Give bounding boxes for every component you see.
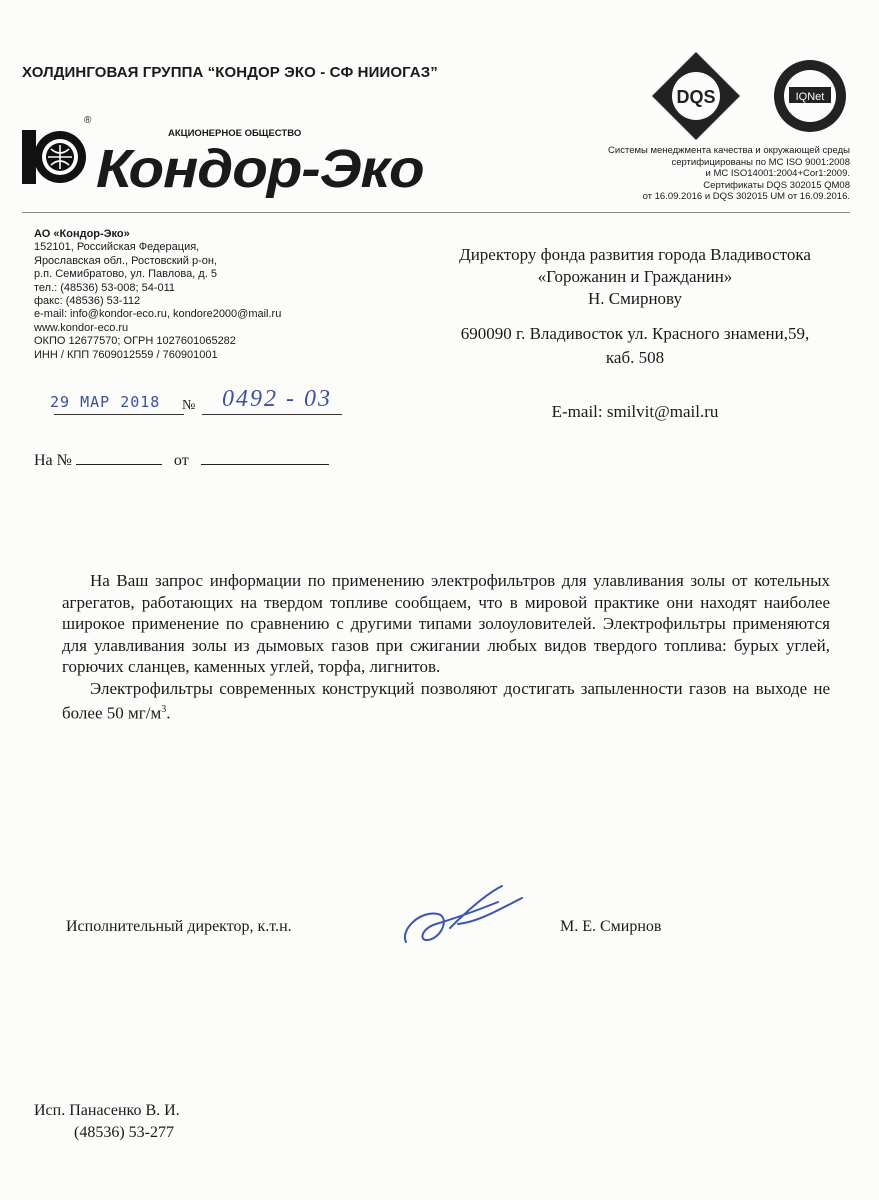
company-logo-icon xyxy=(22,120,86,192)
body-paragraph-end: . xyxy=(166,703,171,723)
sender-name: АО «Кондор-Эко» xyxy=(34,228,130,240)
reference-number-blank xyxy=(76,450,162,465)
sender-line: e-mail: info@kondor-eco.ru, kondore2000@mail.ru xyxy=(34,308,282,321)
recipient-block xyxy=(400,244,870,310)
handwritten-signature xyxy=(398,880,528,950)
sender-line: Ярославская обл., Ростовский р-он, xyxy=(34,254,218,267)
iqnet-logo-icon xyxy=(774,60,846,132)
sender-line: р.п. Семибратово, ул. Павлова, д. 5 xyxy=(34,268,217,281)
cert-line: от 16.09.2016 и DQS 302015 UM от 16.09.2016. xyxy=(642,191,850,202)
sender-line: ИНН / КПП 7609012559 / 760901001 xyxy=(34,348,218,361)
sender-line: тел.: (48536) 53-008; 54-011 xyxy=(34,281,176,294)
number-sign: № xyxy=(182,398,196,413)
executor-phone: (48536) 53-277 xyxy=(74,1124,174,1141)
executor-name: Исп. Панасенко В. И. xyxy=(34,1102,180,1119)
brand-name: Кондор-Эко xyxy=(96,139,424,199)
reference-date-blank xyxy=(201,450,329,465)
certification-logos xyxy=(650,50,850,140)
registration-number: 0492 - 03 xyxy=(222,386,332,412)
sender-line: факс: (48536) 53-112 xyxy=(34,295,141,308)
body-paragraph: На Ваш запрос информации по применению электрофильтров для улавливания золы от котельных агрегатов, работающих на твердом топливе сообщаем, что в мировой практике они находят наиболее широкое применение по сравнению с другими типами золоуловителей. Электрофильтры применяются для улавливания золы из дымовых газов при сжигании любых видов твердого топлива: бурых углей, горючих сланцев, каменных углей, торфа, лигнитов. xyxy=(62,571,830,676)
certification-text xyxy=(600,145,850,203)
dqs-logo-text: DQS xyxy=(676,87,716,107)
joint-stock-label: АКЦИОНЕРНОЕ ОБЩЕСТВО xyxy=(168,128,302,139)
address-line: каб. 508 xyxy=(605,348,665,367)
recipient-address xyxy=(400,322,870,370)
reference-from-label: от xyxy=(173,452,189,469)
reference-line xyxy=(34,450,329,470)
header-divider xyxy=(22,212,850,213)
letter-body xyxy=(62,570,830,724)
cert-line: и МС ISO14001:2004+Cor1:2009. xyxy=(705,168,850,179)
cert-line: Сертификаты DQS 302015 QM08 xyxy=(703,179,850,191)
signatory-name: М. Е. Смирнов xyxy=(560,918,662,935)
date-underline xyxy=(54,414,184,415)
recipient-email: E-mail: smilvit@mail.ru xyxy=(551,402,719,421)
registered-mark: ® xyxy=(84,115,92,126)
body-paragraph-text: Электрофильтры современных конструкций позволяют достигать запыленности газов на выходе не более 50 мг/м xyxy=(62,678,830,723)
cert-line: сертифицированы по МС ISO 9001:2008 xyxy=(671,156,850,168)
recipient-line: Н. Смирнову xyxy=(587,289,682,308)
body-paragraph xyxy=(62,678,830,725)
dqs-logo-icon xyxy=(652,52,740,140)
signatory-title: Исполнительный директор, к.т.н. xyxy=(66,918,292,935)
sender-block xyxy=(34,228,281,362)
holding-group-title: ХОЛДИНГОВАЯ ГРУППА “КОНДОР ЭКО - СФ НИИОГАЗ” xyxy=(22,64,438,81)
superscript: 3 xyxy=(161,704,167,715)
recipient-line: «Горожанин и Гражданин» xyxy=(537,267,733,286)
sender-line: 152101, Российская Федерация, xyxy=(34,241,200,254)
number-underline xyxy=(202,414,342,415)
reference-label: На № xyxy=(34,452,72,469)
cert-line: Системы менеджмента качества и окружающей среды xyxy=(608,145,850,156)
sender-line: www.kondor-eco.ru xyxy=(34,321,129,334)
address-line: 690090 г. Владивосток ул. Красного знамени,59, xyxy=(460,324,810,343)
sender-line: ОКПО 12677570; ОГРН 1027601065282 xyxy=(34,335,236,348)
registration-date-stamp: 29 МАР 2018 xyxy=(50,393,161,411)
recipient-line: Директору фонда развития города Владивостока xyxy=(459,245,811,264)
iqnet-logo-text: IQNet xyxy=(795,91,825,103)
executor-block xyxy=(34,1100,180,1144)
